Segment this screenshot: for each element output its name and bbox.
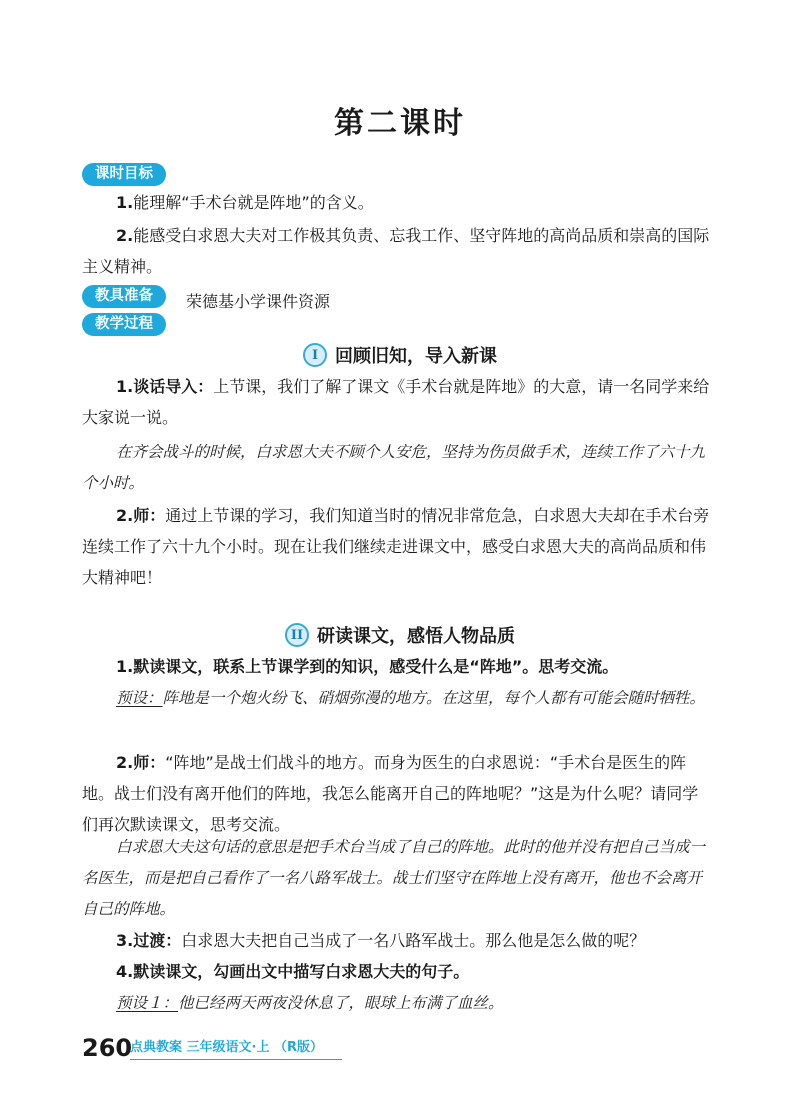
- s2-answer-1: [82, 683, 712, 714]
- s1-answer-1: 在齐会战斗的时候，白求恩大夫不顾个人安危，坚持为伤员做手术，连续工作了六十九个小时。: [82, 443, 706, 492]
- tag-teaching-process: 教学过程: [82, 313, 166, 336]
- s1-paragraph-2: [82, 500, 712, 593]
- s2-paragraph-1: [82, 651, 712, 682]
- section-heading-1: [0, 340, 800, 370]
- tag-materials: 教具准备: [82, 285, 166, 308]
- roman-numeral-badge: II: [285, 623, 309, 647]
- s2-paragraph-4: [82, 956, 712, 987]
- item-lead: 师：: [133, 506, 166, 525]
- item-number: 1.: [116, 657, 134, 676]
- book-title: 点典教案 三年级语文·上 （R版）: [130, 1036, 342, 1060]
- goal-text: 能理解“手术台就是阵地”的含义。: [133, 193, 374, 212]
- s2-answer-3: [82, 988, 712, 1019]
- item-number: 1.: [116, 377, 134, 396]
- item-number: 2.: [116, 753, 134, 772]
- section-heading-2: [0, 620, 800, 650]
- item-text: 默读课文，联系上节课学到的知识，感受什么是“阵地”。思考交流。: [133, 657, 619, 676]
- item-number: 2.: [116, 506, 134, 525]
- s2-paragraph-3: [82, 925, 712, 956]
- goal-item-1: [82, 187, 712, 218]
- item-text: “阵地”是战士们战斗的地方。而身为医生的白求恩说：“手术台是医生的阵地。战士们没有离开他们的阵地，我怎么能离开自己的阵地呢？”这是为什么呢？请同学们再次默读课文，思考交流。: [82, 753, 699, 834]
- s2-answer-2: 白求恩大夫这句话的意思是把手术台当成了自己的阵地。此时的他并没有把自己当成一名医生，而是把自己看作了一名八路军战士。战士们坚守在阵地上没有离开，他也不会离开自己的阵地。: [82, 838, 706, 918]
- item-lead: 谈话导入：: [133, 377, 214, 396]
- item-lead: 师：: [133, 753, 166, 772]
- item-lead: 过渡：: [133, 931, 182, 950]
- preset-label: 预设１：: [116, 994, 179, 1012]
- item-text: 上节课，我们了解了课文《手术台就是阵地》的大意，请一名同学来给大家说一说。: [82, 377, 710, 427]
- item-number: 3.: [116, 931, 134, 950]
- item-text: 通过上节课的学习，我们知道当时的情况非常危急，白求恩大夫却在手术台旁连续工作了六十九个小时。现在让我们继续走进课文中，感受白求恩大夫的高尚品质和伟大精神吧！: [82, 506, 710, 587]
- goal-number: 1.: [116, 193, 134, 212]
- section-title: 回顾旧知，导入新课: [335, 346, 497, 367]
- preset-text: 阵地是一个炮火纷飞、硝烟弥漫的地方。在这里，每个人都有可能会随时牺牲。: [162, 689, 706, 707]
- s2-paragraph-2: [82, 747, 712, 840]
- preset-label: 预设：: [116, 689, 163, 707]
- item-text: 默读课文，勾画出文中描写白求恩大夫的句子。: [133, 962, 470, 981]
- tag-lesson-goals: 课时目标: [82, 163, 166, 186]
- materials-text: 荣德基小学课件资源: [186, 292, 331, 311]
- page-title: 第二课时: [334, 106, 466, 141]
- s1-paragraph-1: [82, 371, 712, 433]
- goal-text: 能感受白求恩大夫对工作极其负责、忘我工作、坚守阵地的高尚品质和崇高的国际主义精神。: [82, 226, 710, 276]
- section-title: 研读课文，感悟人物品质: [317, 626, 515, 647]
- item-number: 4.: [116, 962, 134, 981]
- preset-text: 他已经两天两夜没休息了，眼球上布满了血丝。: [178, 994, 504, 1012]
- goal-item-2: [82, 220, 712, 282]
- roman-numeral-badge: I: [303, 343, 327, 367]
- goal-number: 2.: [116, 226, 134, 245]
- page-number: 260: [82, 1034, 133, 1062]
- item-text: 白求恩大夫把自己当成了一名八路军战士。那么他是怎么做的呢？: [181, 931, 646, 950]
